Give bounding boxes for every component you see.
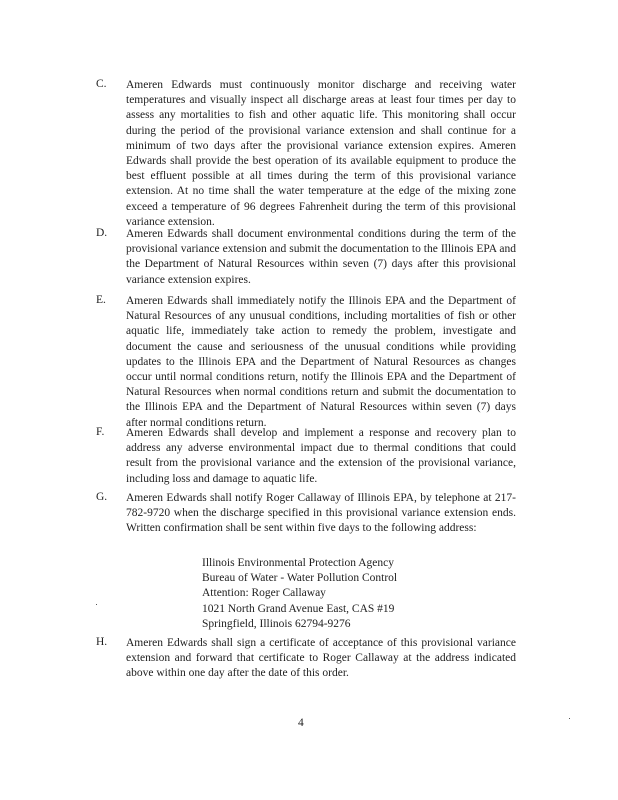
mailing-address: [202, 556, 397, 632]
scan-speck: [96, 604, 97, 605]
address-line: Bureau of Water - Water Pollution Control: [202, 572, 398, 585]
condition-letter: C.: [96, 78, 107, 90]
condition-letter: G.: [96, 491, 108, 503]
page-number: 4: [298, 717, 304, 729]
condition-letter: F.: [96, 426, 105, 438]
address-line: Springfield, Illinois 62794-9276: [202, 617, 351, 630]
condition-text: Ameren Edwards shall notify Roger Callaway of Illinois EPA, by telephone at 217-782-9720 when the discharge specified in this provisional variance extension ends. Written confirmation shall be sent within five days to the following address:: [126, 492, 516, 535]
condition-text: Ameren Edwards shall document environmental conditions during the term of the provisional variance extension and submit the documentation to the Illinois EPA and the Department of Natural Resources within seven (7) days after this provisional variance extension expires.: [126, 228, 516, 286]
condition-text: Ameren Edwards shall immediately notify the Illinois EPA and the Department of Natural Resources of any unusual conditions, including mortalities of fish or other aquatic life, immediately take action to remedy the problem, investigate and document the cause and seriousness of the unusual conditions while providing updates to the Illinois EPA and the Department of Natural Resources as changes occur until normal conditions return, notify the Illinois EPA and the Department of Natural Resources when normal conditions return and submit the documentation to the Illinois EPA and the Department of Natural Resources within seven (7) days after normal conditions return.: [126, 295, 516, 429]
address-line: 1021 North Grand Avenue East, CAS #19: [202, 602, 395, 615]
condition-letter: D.: [96, 227, 108, 239]
condition-text: Ameren Edwards must continuously monitor discharge and receiving water temperatures and visually inspect all discharge areas at least four times per day to assess any mortalities to fish and other aquatic life. This monitoring shall occur during the period of the provisional variance extension and shall continue for a minimum of two days after the provisional variance extension expires. Ameren Edwards shall provide the best operation of its available equipment to produce the best effluent possible at all times during the term of this provisional variance extension. At no time shall the water temperature at the edge of the mixing zone exceed a temperature of 96 degrees Fahrenheit during the term of this provisional variance extension.: [126, 79, 516, 228]
address-line: Attention: Roger Callaway: [202, 587, 326, 600]
condition-text: Ameren Edwards shall develop and implement a response and recovery plan to address any adverse environmental impact due to thermal conditions that could result from the provisional variance and the extension of the provisional variance, including loss and damage to aquatic life.: [126, 427, 516, 485]
condition-text: Ameren Edwards shall sign a certificate of acceptance of this provisional variance extension and forward that certificate to Roger Callaway at the address indicated above within one day after the date of this order.: [126, 637, 516, 680]
scan-speck: [569, 718, 570, 719]
condition-letter: H.: [96, 636, 108, 648]
condition-letter: E.: [96, 294, 106, 306]
address-line: Illinois Environmental Protection Agency: [202, 557, 394, 569]
